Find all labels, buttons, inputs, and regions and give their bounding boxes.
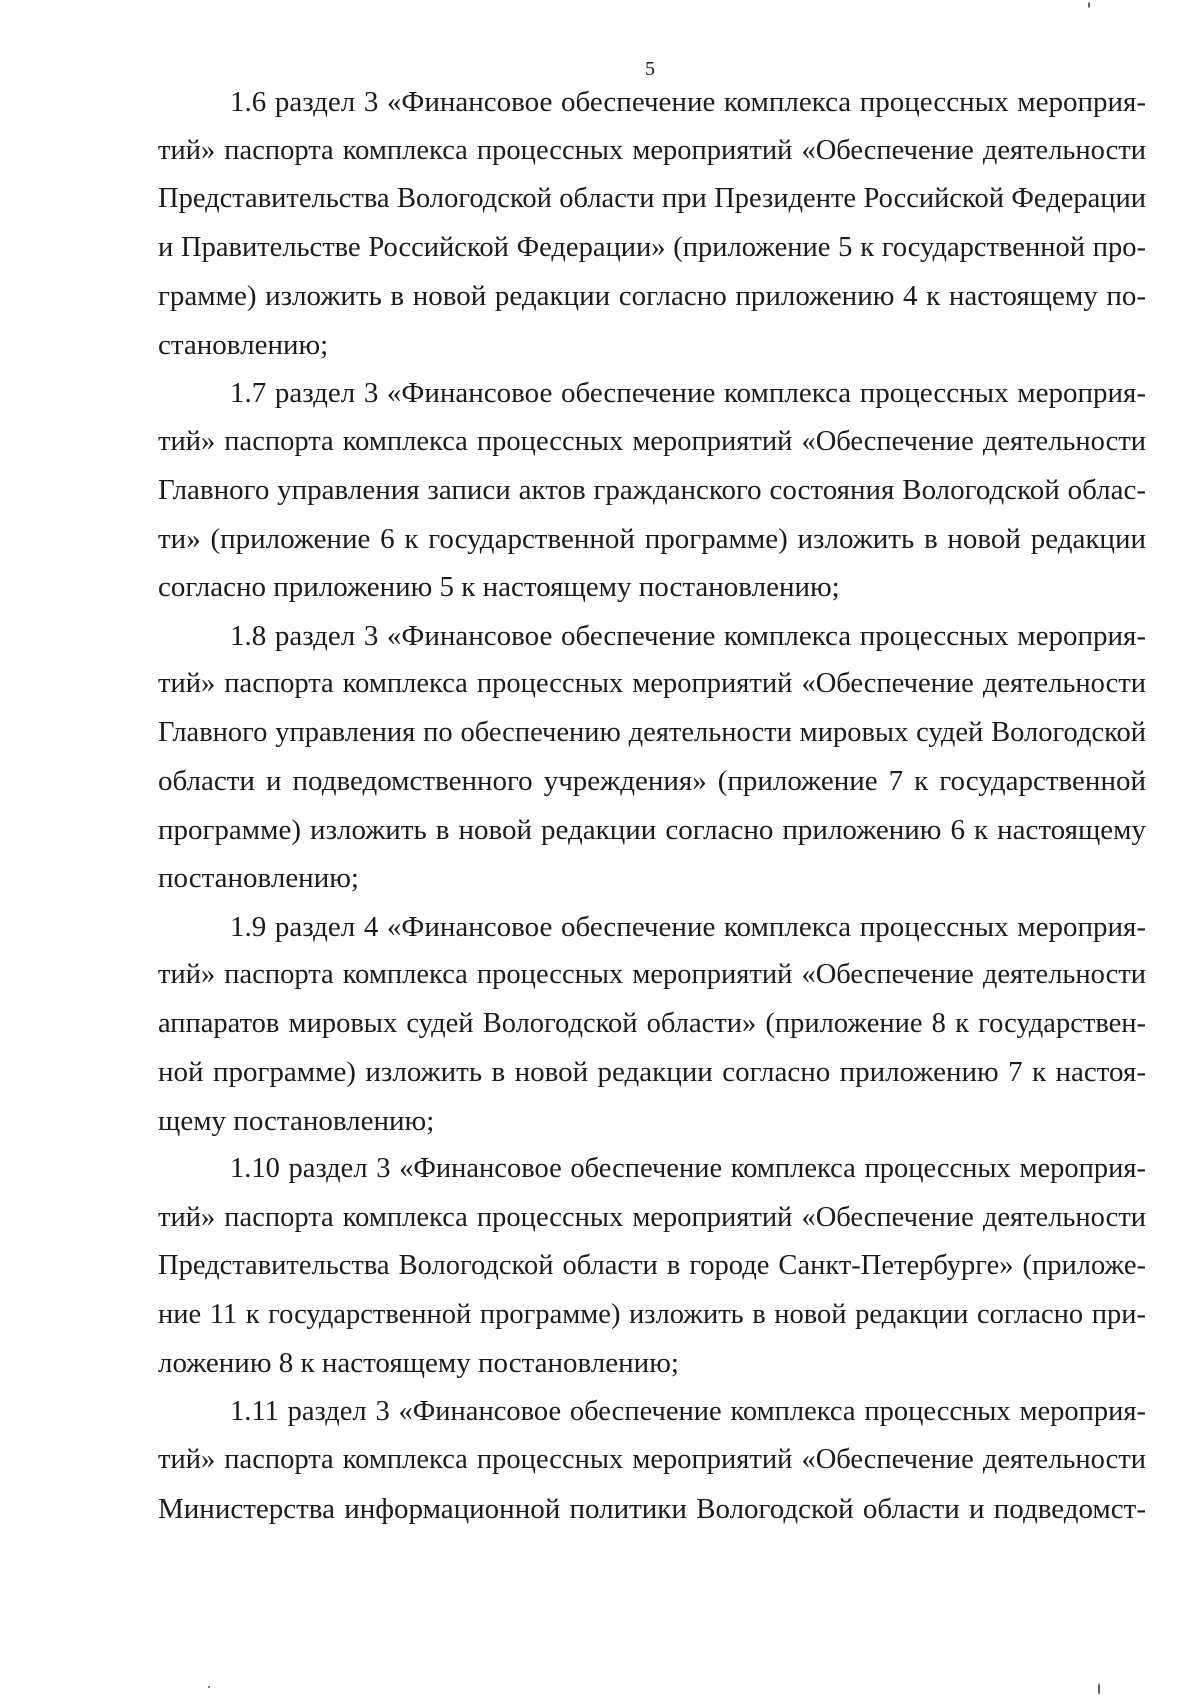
text-line: тий» паспорта комплекса процессных мероприятий «Обеспечение деятельности	[158, 1201, 1146, 1233]
text-line: грамме) изложить в новой редакции согласно приложению 4 к настоящему по-	[158, 280, 1146, 312]
text-line: ти» (приложение 6 к государственной программе) изложить в новой редакции	[158, 522, 1146, 555]
text-line: 1.8 раздел 3 «Финансовое обеспечение комплекса процессных мероприя-	[230, 619, 1146, 652]
paragraph-1-8	[158, 612, 1146, 903]
paragraph-1-6	[158, 78, 1146, 369]
text-line: области и подведомственного учреждения» (приложение 7 к государственной	[158, 765, 1146, 797]
text-line: программе) изложить в новой редакции согласно приложению 6 к настоящему	[158, 813, 1146, 846]
text-line: тий» паспорта комплекса процессных мероприятий «Обеспечение деятельности	[158, 1444, 1146, 1475]
text-line: 1.10 раздел 3 «Финансовое обеспечение комплекса процессных мероприя-	[230, 1153, 1146, 1184]
text-line: аппаратов мировых судей Вологодской области» (приложение 8 к государствен-	[158, 1007, 1146, 1039]
text-line: становлению;	[158, 328, 329, 361]
scan-speck	[1088, 2, 1090, 8]
text-line: постановлению;	[158, 862, 359, 894]
paragraph-1-7	[158, 369, 1146, 612]
text-line: ной программе) изложить в новой редакции согласно приложению 7 к настоя-	[158, 1056, 1146, 1088]
paragraph-1-10	[158, 1145, 1146, 1388]
text-line: 1.9 раздел 4 «Финансовое обеспечение комплекса процессных мероприя-	[230, 910, 1146, 943]
text-line: Главного управления записи актов гражданского состояния Вологодской облас-	[158, 474, 1146, 506]
paragraph-1-9	[158, 903, 1146, 1146]
text-line: 1.7 раздел 3 «Финансовое обеспечение комплекса процессных мероприя-	[230, 377, 1146, 409]
text-line: Министерства информационной политики Вологодской области и подведомст-	[158, 1492, 1146, 1525]
text-line: согласно приложению 5 к настоящему постановлению;	[158, 571, 840, 603]
text-line: Представительства Вологодской области в городе Санкт-Петербурге» (приложе-	[158, 1250, 1146, 1281]
text-line: щему постановлению;	[158, 1104, 435, 1137]
text-line: тий» паспорта комплекса процессных мероприятий «Обеспечение деятельности	[158, 668, 1146, 699]
page-number: 5	[645, 58, 655, 80]
text-line: Главного управления по обеспечению деятельности мировых судей Вологодской	[158, 716, 1146, 748]
text-line: Представительства Вологодской области при Президенте Российской Федерации	[158, 183, 1146, 214]
scan-speck	[208, 1686, 210, 1688]
text-line: 1.11 раздел 3 «Финансовое обеспечение комплекса процессных мероприя-	[230, 1395, 1146, 1427]
text-line: ложению 8 к настоящему постановлению;	[158, 1347, 679, 1379]
document-body	[158, 78, 1146, 1533]
text-line: тий» паспорта комплекса процессных мероприятий «Обеспечение деятельности	[158, 425, 1146, 457]
text-line: ние 11 к государственной программе) изложить в новой редакции согласно при-	[158, 1298, 1146, 1330]
text-line: тий» паспорта комплекса процессных мероприятий «Обеспечение деятельности	[158, 959, 1146, 990]
text-line: и Правительстве Российской Федерации» (приложение 5 к государственной про-	[158, 231, 1146, 263]
text-line: тий» паспорта комплекса процессных мероприятий «Обеспечение деятельности	[158, 134, 1146, 166]
paragraph-1-11	[158, 1388, 1146, 1534]
text-line: 1.6 раздел 3 «Финансовое обеспечение комплекса процессных мероприя-	[230, 86, 1146, 118]
scan-speck	[1098, 1683, 1100, 1695]
